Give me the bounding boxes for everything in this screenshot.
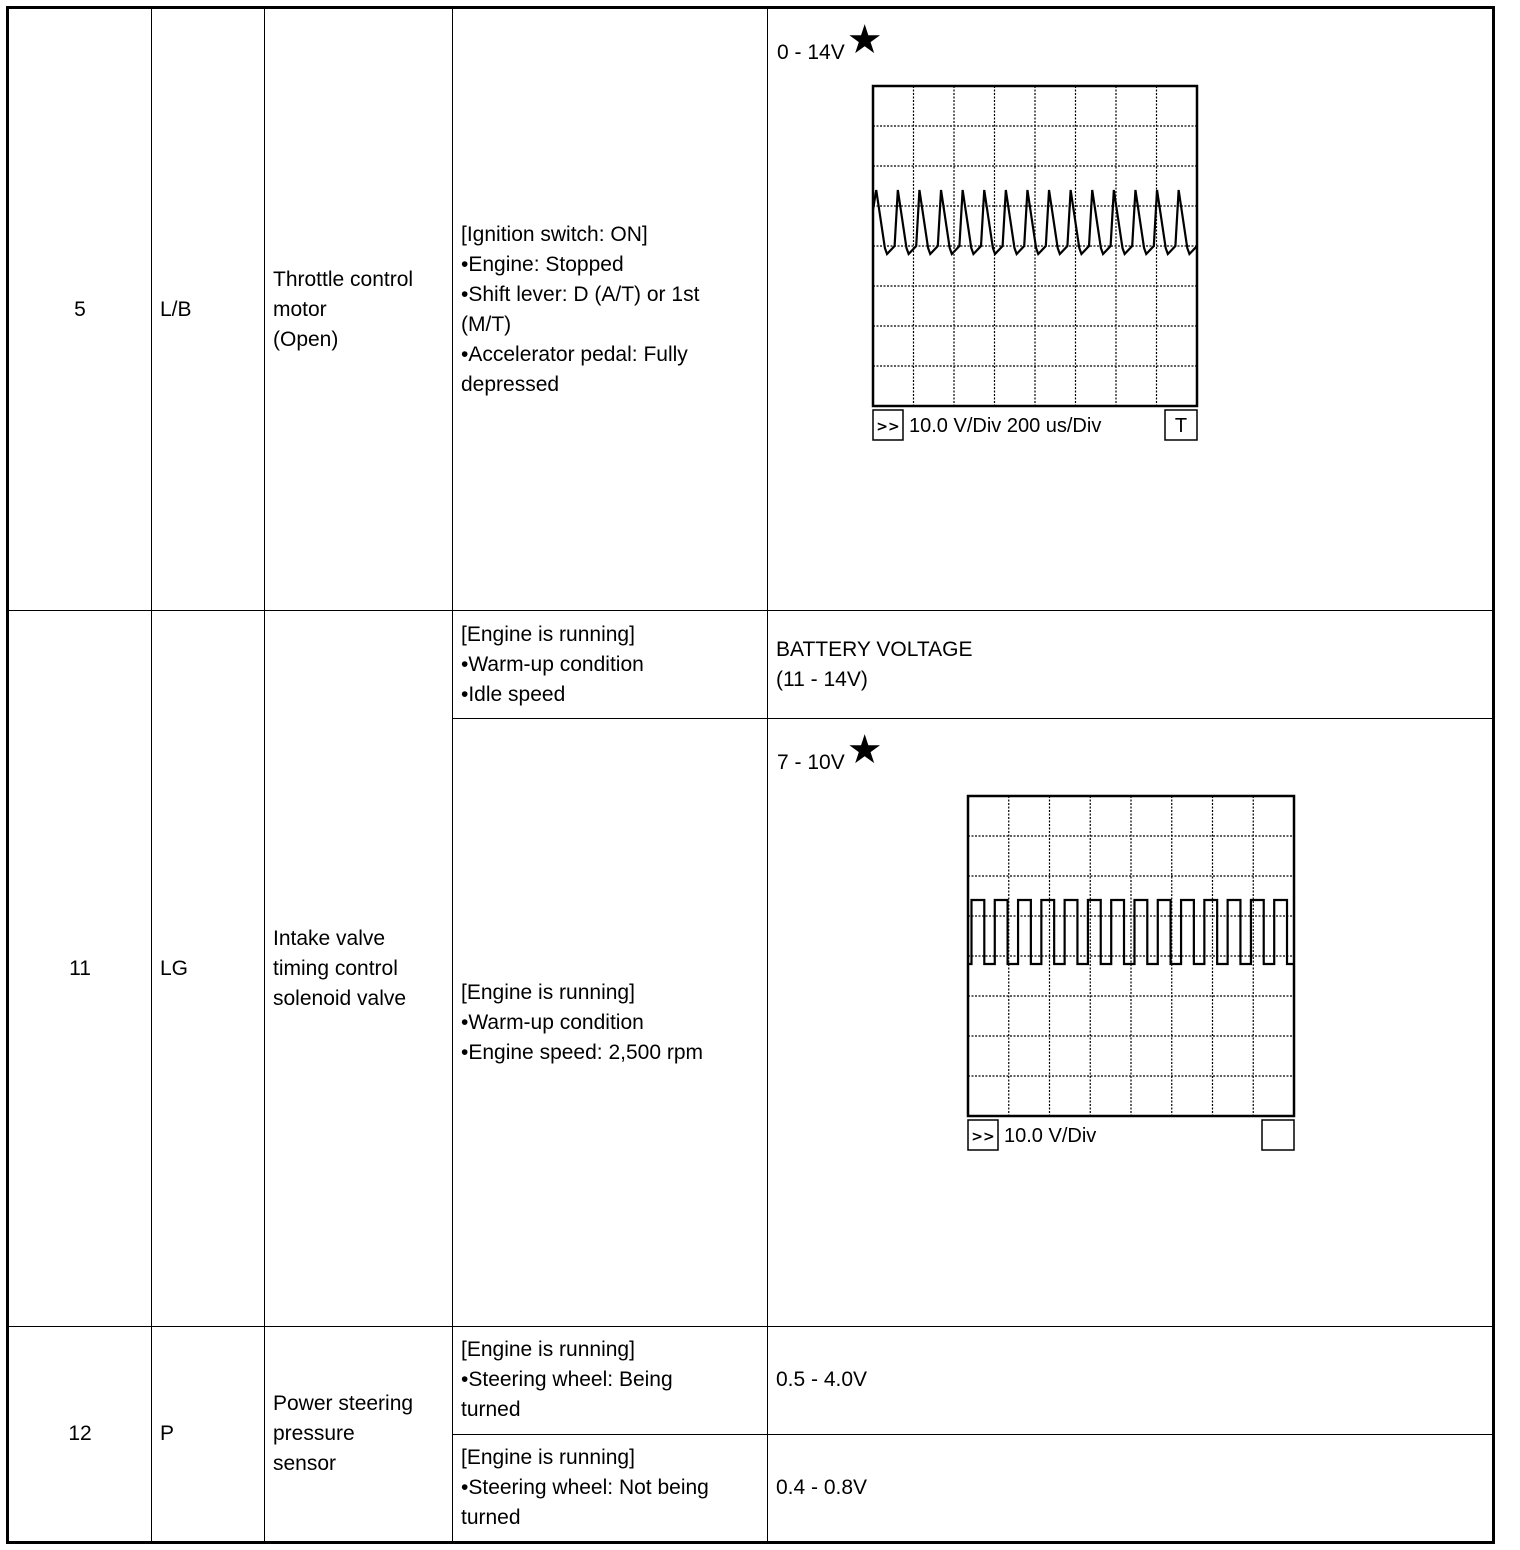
scope-trigger-box (1262, 1120, 1294, 1150)
item-name: Throttle control motor (Open) (265, 8, 453, 611)
condition: [Ignition switch: ON] •Engine: Stopped •Shift lever: D (A/T) or 1st (M/T) •Accelerator pedal: Fully depressed (453, 8, 768, 611)
condition: [Engine is running] •Steering wheel: Being turned (453, 1326, 768, 1434)
item-name: Intake valve timing control solenoid valve (265, 611, 453, 1326)
data-value: 0.5 - 4.0V (768, 1326, 1494, 1434)
table-row (8, 1326, 1494, 1434)
wire-color: LG (152, 611, 265, 1326)
data-value: 0.4 - 0.8V (768, 1434, 1494, 1542)
condition: [Engine is running] •Warm-up condition •Engine speed: 2,500 rpm (453, 719, 768, 1326)
terminal-number: 12 (8, 1326, 152, 1542)
voltage-label (777, 18, 883, 68)
ecm-terminal-table (6, 6, 1495, 1544)
scope-prefix-symbol: >> (876, 419, 900, 435)
item-name: Power steering pressure sensor (265, 1326, 453, 1542)
scope-volt-div: 10.0 V/Div (1004, 1125, 1097, 1148)
scope-volt-div: 10.0 V/Div 200 us/Div (909, 415, 1102, 437)
star-icon: ★ (846, 728, 883, 773)
terminal-number: 11 (8, 611, 152, 1326)
scope-trigger-symbol: T (1174, 415, 1188, 437)
voltage-value: 7 - 10V (777, 751, 845, 775)
condition: [Engine is running] •Steering wheel: Not being turned (453, 1434, 768, 1542)
voltage-label (777, 728, 883, 778)
wire-color: P (152, 1326, 265, 1542)
data-value-cell (768, 8, 1494, 611)
scope-prefix-symbol: >> (971, 1129, 995, 1146)
star-icon: ★ (846, 18, 883, 62)
data-value-cell (768, 719, 1494, 1326)
wire-color: L/B (152, 8, 265, 611)
condition: [Engine is running] •Warm-up condition •Idle speed (453, 611, 768, 719)
table-row (8, 8, 1494, 611)
data-value: BATTERY VOLTAGE (11 - 14V) (768, 611, 1494, 719)
table-row (8, 611, 1494, 719)
oscilloscope-waveform (966, 794, 1296, 1156)
voltage-value: 0 - 14V (777, 41, 845, 64)
terminal-number: 5 (8, 8, 152, 611)
oscilloscope-waveform (871, 84, 1199, 446)
